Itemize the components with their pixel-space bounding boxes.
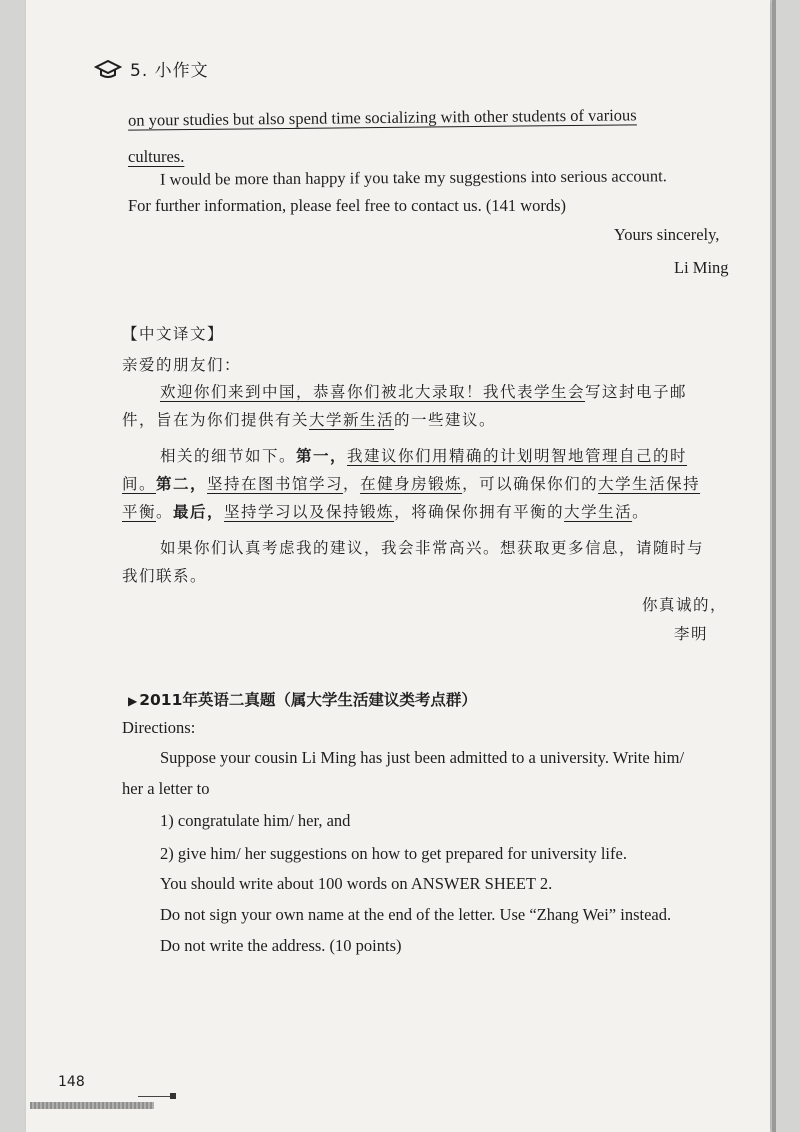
letter-line: I would be more than happy if you take my suggestions into serious account.: [159, 166, 667, 189]
translation-label: 【中文译文】: [122, 325, 225, 343]
directions-line: Suppose your cousin Li Ming has just been admitted to a university. Write him/: [160, 748, 685, 767]
translation-greeting: 亲爱的朋友们：: [122, 356, 242, 374]
translation-line: 我们联系。: [122, 567, 208, 585]
chapter-header: [94, 56, 209, 81]
letter-line: For further information, please feel free to contact us. (141 words): [128, 196, 567, 215]
letter-line: on your studies but also spend time socializing with other students of various: [127, 105, 637, 130]
footer-decoration: [30, 1102, 154, 1109]
directions-line: 1) congratulate him/ her, and: [160, 811, 351, 830]
directions-line: 2) give him/ her suggestions on how to get prepared for university life.: [160, 844, 627, 863]
translation-line: 间。第二，坚持在图书馆学习，在健身房锻炼，可以确保你们的大学生活保持: [122, 475, 701, 493]
translation-signature: 李明: [674, 625, 709, 643]
translation-closing: 你真诚的，: [642, 596, 728, 614]
triangle-bullet-icon: ▶: [128, 694, 138, 708]
section-heading: ▶ 2011年英语二真题（属大学生活建议类考点群）: [128, 691, 477, 709]
translation-line: 如果你们认真考虑我的建议，我会非常高兴。想获取更多信息，请随时与: [160, 539, 705, 557]
letter-line: cultures.: [128, 147, 185, 166]
graduation-cap-icon: [94, 58, 122, 80]
letter-closing: Yours sincerely,: [614, 225, 720, 244]
directions-line: Do not write the address. (10 points): [160, 936, 402, 955]
directions-line: You should write about 100 words on ANSWER SHEET 2.: [160, 874, 553, 893]
translation-line: 平衡。最后，坚持学习以及保持锻炼，将确保你拥有平衡的大学生活。: [122, 503, 650, 521]
page-number: 148: [58, 1074, 85, 1090]
letter-signature: Li Ming: [674, 258, 729, 277]
page-edge: [772, 0, 776, 1132]
chapter-title: 5. 小作文: [130, 61, 209, 81]
directions-line: Do not sign your own name at the end of the letter. Use “Zhang Wei” instead.: [160, 905, 672, 924]
translation-line: 件，旨在为你们提供有关大学新生活的一些建议。: [122, 411, 497, 429]
footer-marker: [170, 1093, 176, 1099]
footer-rule: [138, 1096, 174, 1097]
directions-label: Directions:: [122, 718, 196, 737]
translation-line: 相关的细节如下。第一，我建议你们用精确的计划明智地管理自己的时: [160, 447, 688, 465]
translation-line: 欢迎你们来到中国，恭喜你们被北大录取！我代表学生会写这封电子邮: [160, 383, 688, 401]
directions-line: her a letter to: [122, 779, 210, 798]
